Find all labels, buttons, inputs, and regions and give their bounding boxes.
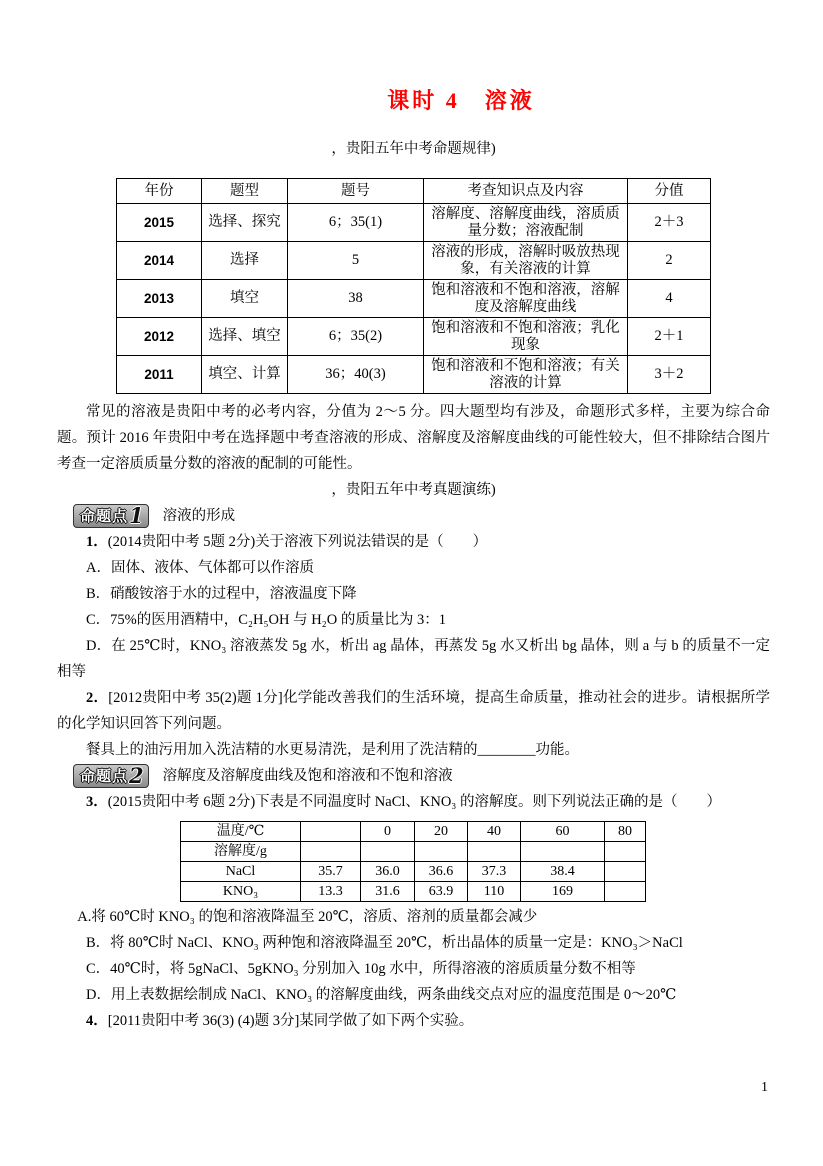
year-cell: 2011 bbox=[117, 356, 202, 394]
content-cell: 饱和溶液和不饱和溶液；有关溶液的计算 bbox=[424, 356, 628, 394]
solubility-table bbox=[180, 821, 646, 902]
empty-cell bbox=[361, 842, 415, 862]
question-4-stem bbox=[57, 1008, 770, 1034]
substance-label-cell: KNO₃ bbox=[181, 882, 301, 902]
topic-badge-number: 1 bbox=[129, 503, 144, 528]
question-text: (2014贵阳中考 5题 2分)关于溶液下列说法错误的是（ ） bbox=[107, 534, 488, 550]
question-1-stem bbox=[57, 529, 770, 555]
table-row bbox=[117, 280, 711, 318]
question-text: [2012贵阳中考 35(2)题 1分]化学能改善我们的生活环境，提高生命质量，推动社会的进步。请根据所学的化学知识回答下列问题。 bbox=[57, 690, 770, 732]
section-heading-practice: ，贵阳五年中考真题演练) bbox=[331, 482, 496, 498]
exam-history-table bbox=[116, 178, 711, 394]
nacl-row bbox=[181, 862, 646, 882]
header-score: 分值 bbox=[628, 179, 711, 204]
topic-badge-label: 命题点 bbox=[80, 769, 129, 785]
type-cell: 选择 bbox=[202, 242, 288, 280]
year-cell: 2012 bbox=[117, 318, 202, 356]
empty-cell bbox=[605, 842, 646, 862]
score-cell: 2 bbox=[628, 242, 711, 280]
type-cell: 填空 bbox=[202, 280, 288, 318]
value-cell: 63.9 bbox=[415, 882, 468, 902]
score-cell: 2＋1 bbox=[628, 318, 711, 356]
topic-1-heading bbox=[57, 503, 770, 529]
number-cell: 5 bbox=[288, 242, 424, 280]
question-number: 4． bbox=[86, 1013, 108, 1029]
kno3-row bbox=[181, 882, 646, 902]
q1-option-d: D．在 25℃时，KNO₃ 溶液蒸发 5g 水，析出 ag 晶体，再蒸发 5g 水又析出 bg 晶体，则 a 与 b 的质量不一定相等 bbox=[57, 638, 770, 680]
year-cell: 2014 bbox=[117, 242, 202, 280]
q1-option-c: C．75%的医用酒精中，C₂H₅OH 与 H₂O 的质量比为 3：1 bbox=[86, 612, 446, 628]
value-cell: 37.3 bbox=[468, 862, 521, 882]
q3-option-a: A.将 60℃时 KNO₃ 的饱和溶液降温至 20℃，溶质、溶剂的质量都会减少 bbox=[77, 909, 538, 925]
substance-label-cell: NaCl bbox=[181, 862, 301, 882]
topic-2-heading bbox=[57, 763, 770, 789]
topic-title: 溶解度及溶解度曲线及饱和溶液和不饱和溶液 bbox=[162, 768, 453, 784]
year-cell: 2013 bbox=[117, 280, 202, 318]
temperature-cell: 40 bbox=[468, 822, 521, 842]
topic-title: 溶液的形成 bbox=[162, 508, 236, 524]
value-cell: 36.0 bbox=[361, 862, 415, 882]
question-3-stem bbox=[57, 789, 770, 815]
topic-badge bbox=[73, 504, 149, 528]
value-cell: 110 bbox=[468, 882, 521, 902]
solubility-label-cell: 溶解度/g bbox=[181, 842, 301, 862]
question-text: (2015贵阳中考 6题 2分)下表是不同温度时 NaCl、KNO₃ 的溶解度。则下列说法正确的是（ ） bbox=[107, 794, 721, 810]
value-cell: 31.6 bbox=[361, 882, 415, 902]
content-cell: 溶液的形成，溶解时吸放热现象，有关溶液的计算 bbox=[424, 242, 628, 280]
value-cell bbox=[605, 882, 646, 902]
topic-badge-number: 2 bbox=[129, 763, 144, 788]
topic-badge bbox=[73, 764, 149, 788]
header-year: 年份 bbox=[117, 179, 202, 204]
value-cell: 13.3 bbox=[301, 882, 361, 902]
q1-option-a: A．固体、液体、气体都可以作溶质 bbox=[86, 560, 314, 576]
empty-cell bbox=[301, 842, 361, 862]
value-cell: 36.6 bbox=[415, 862, 468, 882]
solubility-label-row bbox=[181, 842, 646, 862]
empty-cell bbox=[468, 842, 521, 862]
summary-paragraph: 常见的溶液是贵阳中考的必考内容，分值为 2～5 分。四大题型均有涉及，命题形式多样，主要为综合命题。预计 2016 年贵阳中考在选择题中考查溶液的形成、溶解度及溶解度曲线的可能性较大，但不排除结合图片考查一定溶质质量分数的溶液的配制的可能性。 bbox=[57, 404, 770, 472]
temperature-label-cell: 温度/℃ bbox=[181, 822, 301, 842]
question-number: 2． bbox=[86, 690, 109, 706]
table-row bbox=[117, 356, 711, 394]
q3-option-b: B．将 80℃时 NaCl、KNO₃ 两种饱和溶液降温至 20℃，析出晶体的质量一定是：KNO₃＞NaCl bbox=[86, 935, 683, 951]
content-cell: 饱和溶液和不饱和溶液；乳化现象 bbox=[424, 318, 628, 356]
value-cell: 169 bbox=[521, 882, 605, 902]
topic-badge-label: 命题点 bbox=[80, 509, 129, 525]
table-header-row bbox=[117, 179, 711, 204]
content-cell: 饱和溶液和不饱和溶液，溶解度及溶解度曲线 bbox=[424, 280, 628, 318]
header-question-number: 题号 bbox=[288, 179, 424, 204]
question-2-stem bbox=[57, 685, 770, 737]
temperature-cell: 20 bbox=[415, 822, 468, 842]
table-row bbox=[117, 242, 711, 280]
q1-option-b: B．硝酸铵溶于水的过程中，溶液温度下降 bbox=[86, 586, 357, 602]
number-cell: 36；40(3) bbox=[288, 356, 424, 394]
q3-option-c: C．40℃时，将 5gNaCl、5gKNO₃ 分别加入 10g 水中，所得溶液的溶质质量分数不相等 bbox=[86, 961, 636, 977]
question-number: 1． bbox=[86, 534, 108, 550]
year-cell: 2015 bbox=[117, 204, 202, 242]
solubility-header-row bbox=[181, 822, 646, 842]
type-cell: 填空、计算 bbox=[202, 356, 288, 394]
q3-option-d: D．用上表数据绘制成 NaCl、KNO₃ 的溶解度曲线，两条曲线交点对应的温度范围是 0～20℃ bbox=[86, 987, 677, 1003]
temperature-cell bbox=[301, 822, 361, 842]
number-cell: 6；35(1) bbox=[288, 204, 424, 242]
table-row bbox=[117, 204, 711, 242]
score-cell: 2＋3 bbox=[628, 204, 711, 242]
temperature-cell: 0 bbox=[361, 822, 415, 842]
score-cell: 4 bbox=[628, 280, 711, 318]
page-title: 课时 4 溶液 bbox=[387, 88, 535, 113]
value-cell bbox=[605, 862, 646, 882]
header-question-type: 题型 bbox=[202, 179, 288, 204]
empty-cell bbox=[521, 842, 605, 862]
table-row bbox=[117, 318, 711, 356]
temperature-cell: 80 bbox=[605, 822, 646, 842]
empty-cell bbox=[415, 842, 468, 862]
content-cell: 溶解度、溶解度曲线，溶质质量分数；溶液配制 bbox=[424, 204, 628, 242]
score-cell: 3＋2 bbox=[628, 356, 711, 394]
subtitle-exam-rules: ，贵阳五年中考命题规律) bbox=[331, 141, 496, 157]
header-knowledge-points: 考查知识点及内容 bbox=[424, 179, 628, 204]
value-cell: 38.4 bbox=[521, 862, 605, 882]
number-cell: 6；35(2) bbox=[288, 318, 424, 356]
type-cell: 选择、填空 bbox=[202, 318, 288, 356]
document-page bbox=[57, 0, 770, 1034]
page-number: 1 bbox=[761, 1080, 768, 1095]
question-number: 3． bbox=[86, 794, 108, 810]
temperature-cell: 60 bbox=[521, 822, 605, 842]
number-cell: 38 bbox=[288, 280, 424, 318]
q2-fill-blank-line: 餐具上的油污用加入洗洁精的水更易清洗，是利用了洗洁精的________功能。 bbox=[86, 742, 579, 758]
question-text: [2011贵阳中考 36(3) (4)题 3分]某同学做了如下两个实验。 bbox=[107, 1013, 474, 1029]
type-cell: 选择、探究 bbox=[202, 204, 288, 242]
value-cell: 35.7 bbox=[301, 862, 361, 882]
